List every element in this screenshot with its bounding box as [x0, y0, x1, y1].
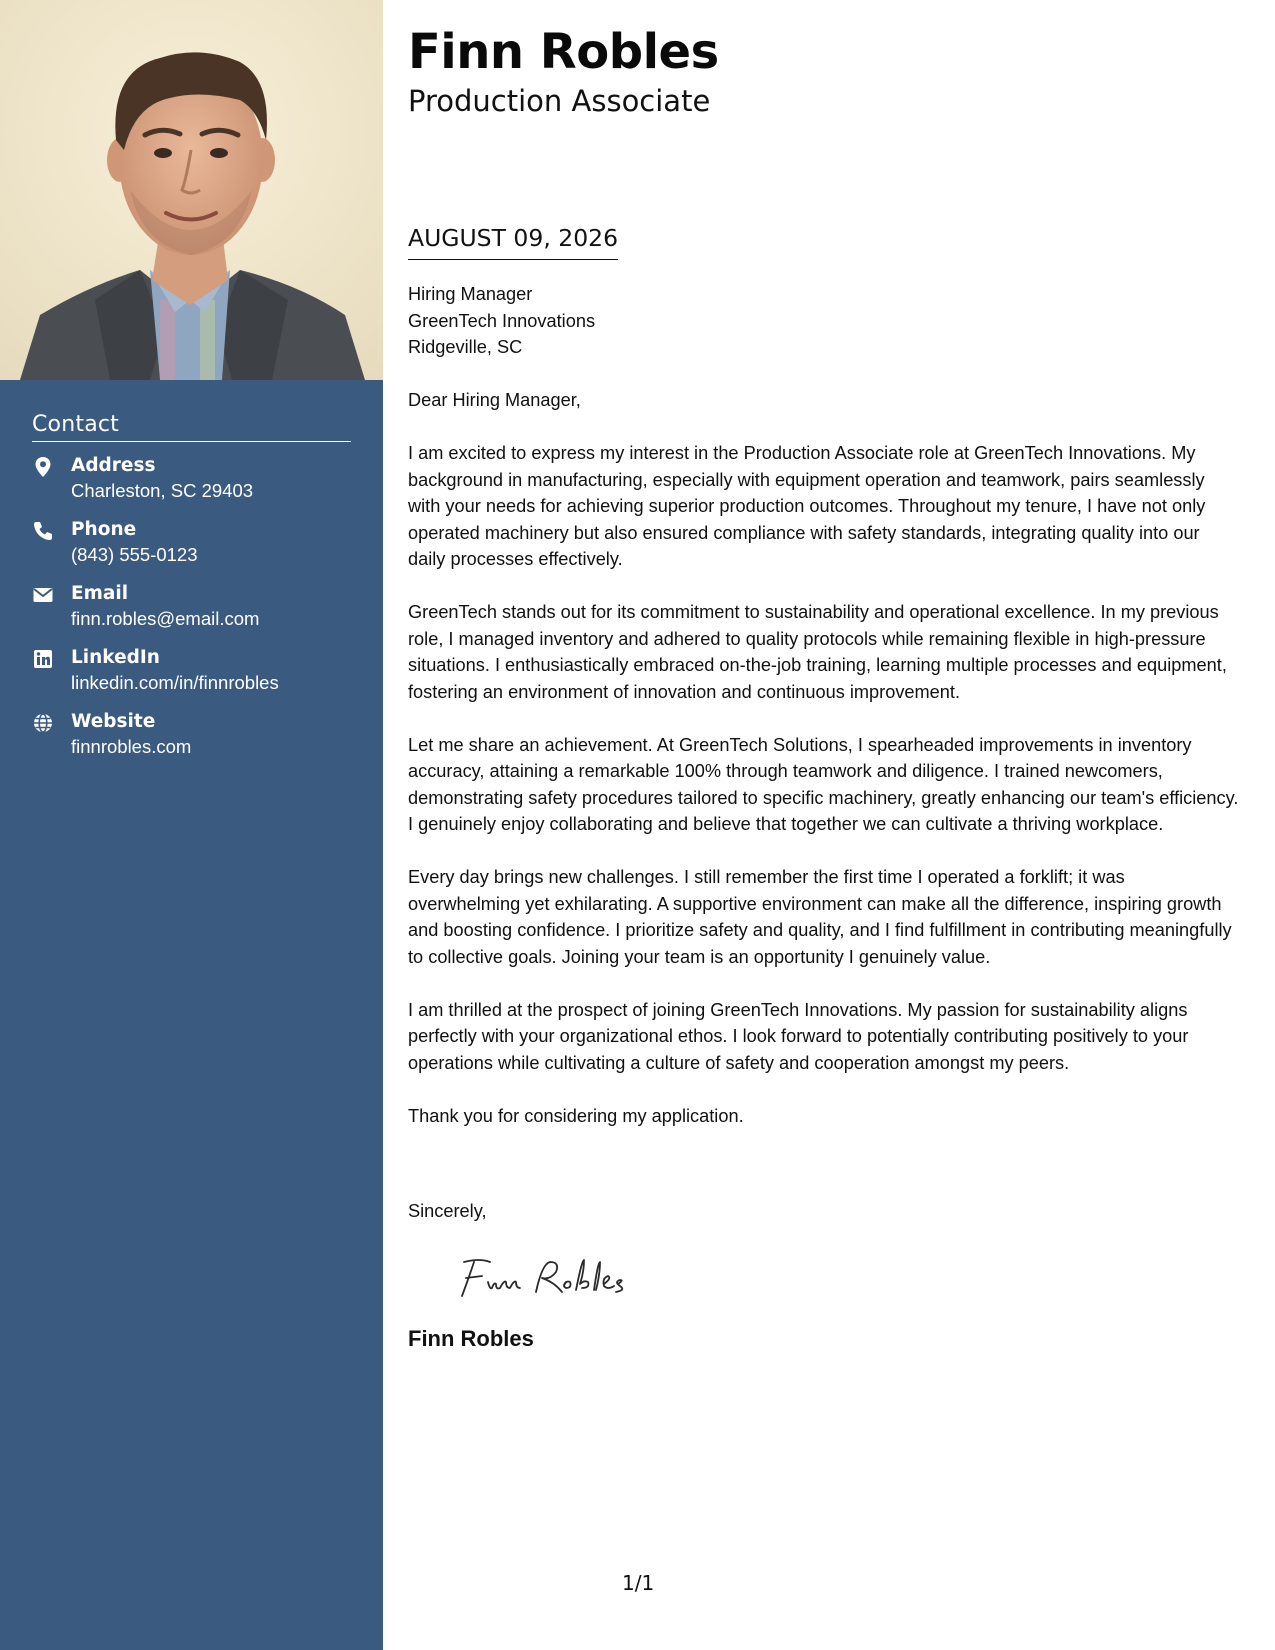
page-number: 1/1 — [622, 1571, 655, 1595]
contact-email — [32, 582, 351, 632]
contact-phone — [32, 518, 351, 568]
envelope-icon — [32, 584, 54, 606]
contact-website — [32, 710, 351, 760]
job-title: Production Associate — [408, 84, 711, 118]
address-value: Charleston, SC 29403 — [71, 480, 254, 501]
letter-date: AUGUST 09, 2026 — [408, 222, 618, 260]
sidebar — [0, 0, 383, 1650]
salutation: Dear Hiring Manager, — [408, 390, 581, 410]
contact-linkedin — [32, 646, 351, 696]
contact-label: Phone — [71, 519, 137, 540]
linkedin-value[interactable]: linkedin.com/in/finnrobles — [71, 672, 279, 693]
paragraph: Thank you for considering my application. — [408, 1105, 744, 1126]
paragraph: I am thrilled at the prospect of joining GreenTech Innovations. My passion for sustainability aligns perfectly with your organizational ethos. I look forward to potentially contributing positively to your operations while cultivating a culture of safety and cooperation amongst my peers. — [408, 999, 1189, 1073]
contact-address — [32, 454, 351, 504]
contact-label: Website — [71, 711, 156, 732]
paragraph: GreenTech stands out for its commitment to sustainability and operational excellence. In my previous role, I managed inventory and adhered to quality protocols while remaining flexible in high-pressure situations. I enthusiastically embraced on-the-job training, learning multiple processes and equipment, fostering an environment of innovation and continuous improvement. — [408, 602, 1227, 702]
contact-label: Address — [71, 455, 156, 476]
contact-section — [32, 412, 351, 774]
map-pin-icon — [32, 456, 54, 478]
recipient-block — [408, 281, 1240, 361]
contact-label: LinkedIn — [71, 647, 160, 668]
applicant-name: Finn Robles — [408, 24, 719, 80]
email-value[interactable]: finn.robles@email.com — [71, 608, 260, 629]
linkedin-icon — [32, 648, 54, 670]
globe-icon — [32, 712, 54, 734]
recipient-line: GreenTech Innovations — [408, 310, 596, 331]
closing: Sincerely, — [408, 1201, 487, 1221]
phone-value[interactable]: (843) 555-0123 — [71, 544, 198, 565]
website-value[interactable]: finnrobles.com — [71, 736, 192, 757]
phone-icon — [32, 520, 54, 542]
letter-body — [408, 281, 1240, 1156]
paragraph: Let me share an achievement. At GreenTech Solutions, I spearheaded improvements in inventory accuracy, attaining a remarkable 100% through teamwork and diligence. I trained newcomers, demonstrating safety procedures tailored to specific machinery, greatly enhancing our team's efficiency. I genuinely enjoy collaborating and believe that together we can cultivate a thriving workplace. — [408, 734, 1239, 834]
contact-label: Email — [71, 583, 129, 604]
recipient-line: Ridgeville, SC — [408, 337, 523, 357]
signature-block — [408, 1198, 1240, 1353]
paragraph: I am excited to express my interest in the Production Associate role at GreenTech Innovations. My background in manufacturing, especially with equipment operation and teamwork, pairs seamlessly with your needs for achieving superior production outcomes. Throughout my tenure, I have not only operated machinery but also ensured compliance with safety standards, integrating quality into our daily processes effectively. — [408, 443, 1206, 569]
profile-photo — [0, 0, 383, 380]
signer-name: Finn Robles — [408, 1326, 534, 1351]
handwritten-signature — [450, 1254, 640, 1304]
paragraph: Every day brings new challenges. I still remember the first time I operated a forklift; it was overwhelming yet exhilarating. A supportive environment can make all the difference, inspiring growth and boosting confidence. I prioritize safety and quality, and I find fulfillment in contributing meaningfully to collective goals. Joining your team is an opportunity I genuinely value. — [408, 867, 1232, 967]
recipient-line: Hiring Manager — [408, 284, 533, 304]
contact-heading: Contact — [32, 412, 351, 442]
